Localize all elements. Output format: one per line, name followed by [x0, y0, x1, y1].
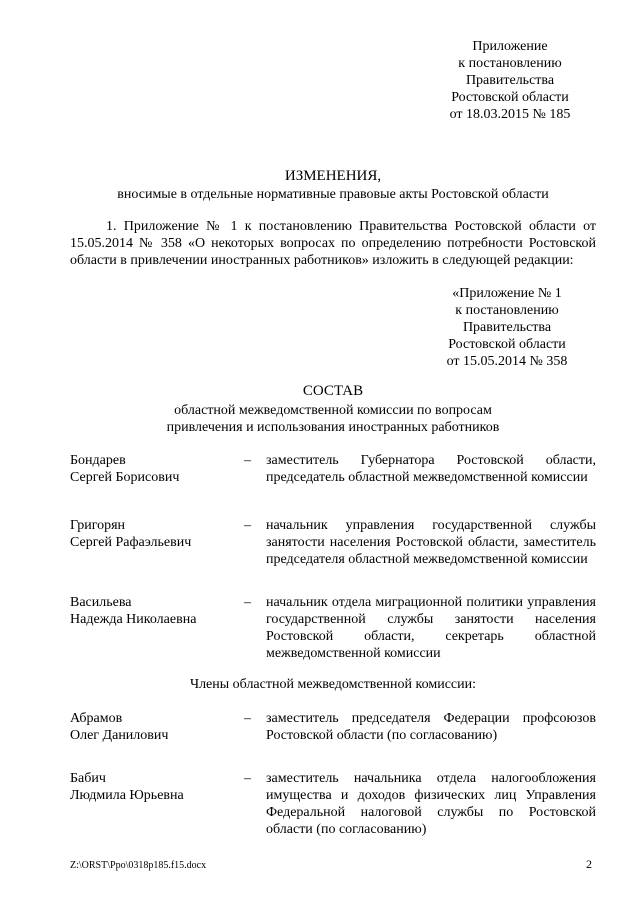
member-surname: Бабич — [70, 771, 106, 786]
appendix-line: к постановлению — [458, 56, 562, 71]
member-role: заместитель Губернатора Ростовской области, председатель областной межведомственной комиссии — [266, 453, 596, 485]
composition-title: СОСТАВ — [302, 383, 364, 399]
footer-file-path: Z:\ORST\Ppo\0318p185.f15.docx — [70, 860, 207, 871]
member-dash: – — [244, 711, 251, 726]
member-name — [70, 710, 245, 744]
appendix-line: Приложение — [472, 39, 548, 54]
member-dash: – — [244, 518, 251, 533]
appendix-inner — [422, 285, 592, 370]
changes-subtitle: вносимые в отдельные нормативные правовые акты Ростовской области — [117, 187, 549, 202]
member-name — [70, 452, 245, 486]
member-entry — [70, 594, 596, 674]
appendix-line: Ростовской области — [448, 337, 566, 352]
changes-title: ИЗМЕНЕНИЯ, — [284, 168, 382, 184]
member-given-name: Олег Данилович — [70, 728, 169, 743]
appendix-line: Правительства — [462, 320, 552, 335]
member-name — [70, 770, 245, 804]
member-dash: – — [244, 453, 251, 468]
member-surname: Григорян — [70, 518, 126, 533]
member-given-name: Надежда Николаевна — [70, 612, 197, 627]
members-heading: Члены областной межведомственной комиссии: — [189, 677, 477, 692]
member-surname: Бондарев — [70, 453, 126, 468]
member-given-name: Сергей Рафаэльевич — [70, 535, 192, 550]
appendix-line: от 18.03.2015 № 185 — [449, 107, 571, 122]
appendix-line: от 15.05.2014 № 358 — [446, 354, 568, 369]
member-entry — [70, 770, 596, 850]
member-surname: Абрамов — [70, 711, 123, 726]
member-role: начальник управления государственной службы занятости населения Ростовской области, заместитель председателя областной межведомственной комиссии — [266, 518, 596, 567]
member-surname: Васильева — [70, 595, 132, 610]
item-paragraph — [70, 218, 596, 269]
appendix-header — [430, 38, 590, 123]
member-given-name: Сергей Борисович — [70, 470, 180, 485]
page-number: 2 — [586, 857, 592, 871]
appendix-line: Ростовской области — [451, 90, 569, 105]
member-role: начальник отдела миграционной политики управления государственной службы занятости населения Ростовской области, секретарь областной межведомственной комиссии — [266, 595, 596, 661]
appendix-line: «Приложение № 1 — [452, 286, 562, 301]
member-dash: – — [244, 771, 251, 786]
member-dash: – — [244, 595, 251, 610]
composition-line1: областной межведомственной комиссии по вопросам — [174, 403, 492, 418]
composition-line2: привлечения и использования иностранных работников — [166, 420, 500, 435]
member-name — [70, 594, 245, 628]
member-role: заместитель начальника отдела налогообложения имущества и доходов физических лиц Управления Федеральной налоговой службы по Ростовской области (по согласованию) — [266, 771, 596, 837]
member-name — [70, 517, 245, 551]
member-entry — [70, 517, 596, 597]
item-text: 1. Приложение № 1 к постановлению Правительства Ростовской области от 15.05.2014 № 358 «О некоторых вопросах по определению потребности Ростовской области в привлечении иностранных работников» изложить в следующей редакции: — [70, 219, 596, 268]
appendix-line: к постановлению — [455, 303, 559, 318]
member-given-name: Людмила Юрьевна — [70, 788, 184, 803]
appendix-line: Правительства — [465, 73, 555, 88]
member-role: заместитель председателя Федерации профсоюзов Ростовской области (по согласованию) — [266, 711, 596, 743]
